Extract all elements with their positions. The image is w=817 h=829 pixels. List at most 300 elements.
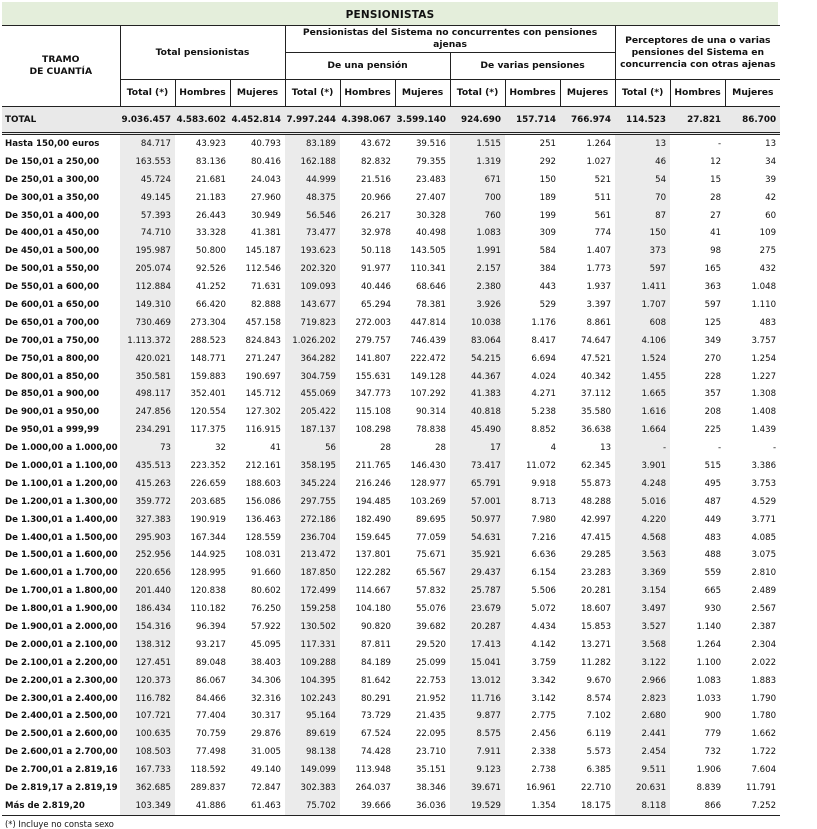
table-cell: 15 <box>710 174 722 185</box>
total-cell: 114.523 <box>615 107 670 134</box>
total-cell: 4.452.814 <box>230 107 285 134</box>
table-title: PENSIONISTAS <box>2 2 778 25</box>
table-cell: 23.283 <box>580 568 612 579</box>
table-cell: 136.463 <box>245 514 282 525</box>
table-cell: 349 <box>704 335 722 346</box>
table-cell: 60 <box>765 210 777 221</box>
table-cell: 488 <box>704 550 722 561</box>
row-label: De 1.900,01 a 2.000,00 <box>5 621 118 632</box>
table-cell: 3.753 <box>751 478 777 489</box>
table-cell: 203.685 <box>190 496 226 507</box>
table-cell: 4.271 <box>531 389 557 400</box>
column-header-hombres: Hombres <box>505 80 560 107</box>
column-header-total: Total (*) <box>120 80 175 107</box>
table-cell: 3.075 <box>751 550 777 561</box>
table-row <box>2 171 780 189</box>
table-cell: 103.269 <box>410 496 447 507</box>
table-cell: 79.355 <box>415 156 447 167</box>
table-cell: 25.099 <box>415 657 447 668</box>
table-cell: 32.316 <box>250 693 282 704</box>
table-cell: 252.956 <box>120 546 175 564</box>
table-cell: 26.443 <box>195 210 226 221</box>
table-cell: 34 <box>765 156 777 167</box>
table-cell: 4.434 <box>531 621 557 632</box>
table-cell: 1.773 <box>586 264 612 275</box>
table-cell: 2.810 <box>751 568 777 579</box>
table-row <box>2 475 780 493</box>
table-cell: 213.472 <box>285 546 340 564</box>
table-cell: 195.987 <box>120 242 175 260</box>
table-cell: 900 <box>704 711 722 722</box>
table-cell: 144.925 <box>190 550 226 561</box>
table-row <box>2 153 780 171</box>
table-cell: 270 <box>704 353 722 364</box>
table-cell: 1.264 <box>586 138 612 149</box>
table-cell: 72.847 <box>250 783 282 793</box>
table-cell: 21.435 <box>415 711 447 722</box>
table-cell: 43.923 <box>195 138 226 149</box>
table-cell: 100.635 <box>120 725 175 743</box>
table-cell: 228 <box>704 371 722 382</box>
table-cell: 8.852 <box>531 425 557 436</box>
table-cell: 1.411 <box>615 278 670 296</box>
table-cell: 41.886 <box>175 797 230 815</box>
table-cell: 8.417 <box>531 335 557 346</box>
tramo-header-line1: TRAMO <box>42 54 80 65</box>
table-cell: 3.527 <box>615 618 670 636</box>
table-cell: 84.717 <box>120 134 175 153</box>
table-cell: 127.302 <box>245 407 282 418</box>
table-cell: 28 <box>435 443 447 454</box>
column-header-mujeres: Mujeres <box>395 80 450 107</box>
table-cell: 3.771 <box>751 514 777 525</box>
table-cell: 92.526 <box>195 264 226 275</box>
table-cell: 159.883 <box>190 371 226 382</box>
table-cell: 1.176 <box>531 317 557 328</box>
table-cell: 4.024 <box>531 371 557 382</box>
table-row <box>2 350 780 368</box>
table-cell: 21.516 <box>360 174 392 185</box>
table-cell: 22.710 <box>580 783 612 793</box>
table-cell: 28 <box>710 192 722 203</box>
table-cell: 2.567 <box>751 604 777 615</box>
table-cell: 118.592 <box>190 765 226 776</box>
table-cell: 746.439 <box>410 335 447 346</box>
table-cell: 84.466 <box>195 693 226 704</box>
table-cell: 89.048 <box>195 657 226 668</box>
table-row <box>2 314 780 332</box>
table-cell: 511 <box>594 192 612 203</box>
table-cell: 1.790 <box>751 693 777 704</box>
table-cell: 719.823 <box>285 314 340 332</box>
table-cell: 112.546 <box>245 264 282 275</box>
table-cell: 104.395 <box>285 672 340 690</box>
table-cell: 515 <box>704 460 722 471</box>
table-cell: 47.521 <box>580 353 612 364</box>
table-cell: 13.271 <box>580 639 612 650</box>
table-cell: 20.287 <box>450 618 505 636</box>
table-cell: 3.759 <box>531 657 557 668</box>
subgroup-una-pension: De una pensión <box>285 53 450 80</box>
table-cell: 327.383 <box>120 511 175 529</box>
table-row <box>2 564 780 582</box>
table-cell: 55.873 <box>580 478 612 489</box>
table-cell: 172.499 <box>285 582 340 600</box>
table-row <box>2 260 780 278</box>
table-cell: 143.505 <box>410 246 447 257</box>
table-cell: - <box>772 443 777 454</box>
table-cell: 42 <box>765 192 777 203</box>
row-label: De 2.000,01 a 2.100,00 <box>5 639 118 650</box>
table-cell: 584 <box>539 246 557 257</box>
table-cell: 4.085 <box>751 532 777 543</box>
row-label: De 2.700,01 a 2.819,16 <box>5 765 118 776</box>
table-cell: 521 <box>594 174 612 185</box>
table-cell: 156.086 <box>245 496 282 507</box>
table-cell: 110.182 <box>190 604 226 615</box>
table-cell: 17.413 <box>450 636 505 654</box>
table-cell: 297.755 <box>285 493 340 511</box>
row-label: Más de 2.819,20 <box>2 797 120 815</box>
table-cell: 5.573 <box>586 747 612 758</box>
table-cell: 70.759 <box>195 729 226 740</box>
table-cell: 1.264 <box>696 639 722 650</box>
table-row <box>2 332 780 350</box>
table-cell: 56.546 <box>285 207 340 225</box>
table-row <box>2 797 780 815</box>
table-cell: 98 <box>710 246 722 257</box>
table-cell: 6.119 <box>586 729 612 740</box>
table-cell: 115.108 <box>355 407 392 418</box>
table-cell: 159.258 <box>285 600 340 618</box>
table-cell: 41 <box>270 443 282 454</box>
table-cell: 730.469 <box>120 314 175 332</box>
table-cell: 2.157 <box>450 260 505 278</box>
table-cell: 9.918 <box>531 478 557 489</box>
table-cell: 824.843 <box>245 335 282 346</box>
table-cell: 225 <box>704 425 722 436</box>
table-cell: 13.012 <box>450 672 505 690</box>
row-label: De 2.200,01 a 2.300,00 <box>5 675 118 686</box>
table-cell: 304.759 <box>285 368 340 386</box>
table-cell: 1.883 <box>751 675 777 686</box>
table-cell: 1.026.202 <box>285 332 340 350</box>
table-body <box>2 107 780 816</box>
row-label: De 750,01 a 800,00 <box>5 353 100 364</box>
table-cell: 29.437 <box>450 564 505 582</box>
table-cell: 56 <box>285 439 340 457</box>
table-cell: 1.407 <box>586 246 612 257</box>
total-cell: 27.821 <box>670 107 725 134</box>
table-cell: 529 <box>539 299 557 310</box>
table-cell: 9.877 <box>450 708 505 726</box>
table-cell: 103.349 <box>120 797 175 815</box>
table-cell: 41 <box>710 228 722 239</box>
total-cell: 4.583.602 <box>175 107 230 134</box>
row-label: De 450,01 a 500,00 <box>5 246 100 257</box>
table-row <box>2 385 780 403</box>
table-cell: 32 <box>215 443 226 454</box>
table-cell: 8.713 <box>531 496 557 507</box>
row-label: De 600,01 a 650,00 <box>5 299 100 310</box>
table-row <box>2 636 780 654</box>
table-cell: 3.926 <box>450 296 505 314</box>
table-cell: 78.838 <box>415 425 447 436</box>
table-cell: 75.702 <box>285 797 340 815</box>
table-row <box>2 278 780 296</box>
table-row <box>2 743 780 761</box>
table-cell: 1.780 <box>751 711 777 722</box>
table-cell: 20.631 <box>615 779 670 797</box>
table-cell: 74.428 <box>360 747 392 758</box>
table-cell: 1.083 <box>450 224 505 242</box>
table-cell: 779 <box>704 729 722 740</box>
table-cell: 61.463 <box>230 797 285 815</box>
table-cell: 202.320 <box>285 260 340 278</box>
table-cell: 208 <box>704 407 722 418</box>
table-cell: 98.138 <box>285 743 340 761</box>
table-cell: 44.999 <box>285 171 340 189</box>
table-cell: 188.603 <box>245 478 282 489</box>
column-header-hombres: Hombres <box>670 80 725 107</box>
row-label: De 1.500,01 a 1.600,00 <box>5 550 118 561</box>
table-cell: 48.375 <box>285 189 340 207</box>
table-cell: 23.710 <box>415 747 447 758</box>
table-cell: 91.660 <box>250 568 282 579</box>
column-header-mujeres: Mujeres <box>725 80 780 107</box>
table-cell: 384 <box>539 264 557 275</box>
table-cell: 732 <box>704 747 722 758</box>
group-no-concurrentes: Pensionistas del Sistema no concurrentes con pensiones ajenas <box>285 26 615 53</box>
table-cell: 2.022 <box>751 657 777 668</box>
table-cell: 32.978 <box>360 228 392 239</box>
table-cell: 12 <box>710 156 722 167</box>
row-label: De 850,01 a 900,00 <box>5 389 100 400</box>
table-cell: 435.513 <box>120 457 175 475</box>
table-cell: 186.434 <box>120 600 175 618</box>
table-cell: 38.403 <box>250 657 282 668</box>
table-cell: 8.118 <box>615 797 670 815</box>
table-row <box>2 207 780 225</box>
table-cell: 352.401 <box>190 389 226 400</box>
table-row <box>2 296 780 314</box>
table-cell: 8.861 <box>586 317 612 328</box>
table-cell: 21.952 <box>415 693 447 704</box>
table-cell: 608 <box>615 314 670 332</box>
table-cell: 30.317 <box>250 711 282 722</box>
table-cell: 279.757 <box>355 335 392 346</box>
row-label: De 950,01 a 999,99 <box>5 425 100 436</box>
table-row <box>2 654 780 672</box>
table-row <box>2 779 780 797</box>
table-cell: 120.373 <box>120 672 175 690</box>
table-cell: 11.072 <box>525 460 557 471</box>
table-cell: 27 <box>710 210 722 221</box>
table-cell: 109.288 <box>285 654 340 672</box>
table-cell: 143.677 <box>285 296 340 314</box>
table-cell: 6.636 <box>531 550 557 561</box>
table-cell: 26.217 <box>360 210 392 221</box>
table-cell: 1.033 <box>696 693 722 704</box>
table-cell: 73 <box>120 439 175 457</box>
table-cell: 2.454 <box>615 743 670 761</box>
table-cell: 443 <box>539 282 557 293</box>
table-cell: 50.118 <box>360 246 392 257</box>
table-cell: 8.574 <box>586 693 612 704</box>
table-cell: 15.853 <box>580 621 612 632</box>
table-cell: 24.043 <box>250 174 282 185</box>
table-cell: 91.977 <box>360 264 392 275</box>
table-cell: 4.142 <box>531 639 557 650</box>
table-cell: 211.765 <box>355 460 392 471</box>
row-label: De 250,01 a 300,00 <box>5 174 100 185</box>
table-cell: 145.187 <box>245 246 282 257</box>
table-cell: 62.345 <box>580 460 612 471</box>
table-cell: 597 <box>615 260 670 278</box>
row-label: De 2.300,01 a 2.400,00 <box>5 693 118 704</box>
table-cell: 9.511 <box>615 761 670 779</box>
table-cell: 223.352 <box>190 460 226 471</box>
table-cell: 74.710 <box>120 224 175 242</box>
table-cell: - <box>717 443 722 454</box>
table-cell: 74.647 <box>580 335 612 346</box>
table-cell: 125 <box>704 317 722 328</box>
table-cell: 302.383 <box>285 779 340 797</box>
table-cell: 30.328 <box>415 210 447 221</box>
table-cell: 102.243 <box>285 690 340 708</box>
table-cell: 226.659 <box>190 478 226 489</box>
table-cell: 40.818 <box>450 403 505 421</box>
table-cell: 3.386 <box>751 460 777 471</box>
table-cell: 65.567 <box>415 568 447 579</box>
table-cell: 67.524 <box>360 729 392 740</box>
table-cell: 120.554 <box>190 407 226 418</box>
table-cell: 75.671 <box>415 550 447 561</box>
table-cell: 187.850 <box>285 564 340 582</box>
table-cell: 35.580 <box>580 407 612 418</box>
table-cell: 96.394 <box>195 621 226 632</box>
table-cell: 116.782 <box>120 690 175 708</box>
total-cell: 86.700 <box>725 107 780 134</box>
table-cell: 27.960 <box>250 192 282 203</box>
table-cell: 54.215 <box>450 350 505 368</box>
table-cell: 350.581 <box>120 368 175 386</box>
table-cell: 33.328 <box>195 228 226 239</box>
table-cell: 1.665 <box>615 385 670 403</box>
table-cell: 193.623 <box>285 242 340 260</box>
table-cell: 137.801 <box>355 550 392 561</box>
table-header <box>2 26 780 107</box>
table-cell: 21.681 <box>195 174 226 185</box>
table-cell: 145.712 <box>245 389 282 400</box>
table-cell: 128.559 <box>245 532 282 543</box>
table-cell: 10.038 <box>450 314 505 332</box>
row-label: De 1.000,01 a 1.100,00 <box>5 460 118 471</box>
table-cell: 25.787 <box>450 582 505 600</box>
table-row <box>2 493 780 511</box>
table-cell: 80.291 <box>360 693 392 704</box>
table-cell: 73.729 <box>360 711 392 722</box>
table-cell: 37.112 <box>580 389 612 400</box>
table-row <box>2 368 780 386</box>
table-cell: 77.404 <box>195 711 226 722</box>
table-cell: 86.067 <box>195 675 226 686</box>
table-cell: 2.680 <box>615 708 670 726</box>
table-cell: 665 <box>704 586 722 597</box>
pensionistas-table-container <box>2 2 778 829</box>
table-cell: 19.529 <box>450 797 505 815</box>
table-cell: 46 <box>615 153 670 171</box>
table-cell: 18.175 <box>560 797 615 815</box>
table-cell: 415.263 <box>120 475 175 493</box>
table-cell: 80.602 <box>250 586 282 597</box>
table-cell: 141.807 <box>355 353 392 364</box>
table-cell: 29.285 <box>580 550 612 561</box>
table-cell: 273.304 <box>190 317 226 328</box>
table-cell: 13 <box>600 443 612 454</box>
row-label: De 2.600,01 a 2.700,00 <box>5 747 118 758</box>
column-header-mujeres: Mujeres <box>230 80 285 107</box>
table-cell: 48.288 <box>580 496 612 507</box>
table-cell: 7.252 <box>725 797 780 815</box>
table-cell: 357 <box>704 389 722 400</box>
table-cell: 34.306 <box>250 675 282 686</box>
group-total-pensionistas: Total pensionistas <box>120 26 285 80</box>
table-cell: 4 <box>550 443 557 454</box>
table-cell: 107.292 <box>410 389 447 400</box>
table-cell: 2.823 <box>615 690 670 708</box>
table-cell: 163.553 <box>120 153 175 171</box>
table-cell: 38.346 <box>415 783 447 793</box>
total-cell: 157.714 <box>505 107 560 134</box>
table-cell: 205.074 <box>120 260 175 278</box>
row-label: De 700,01 a 750,00 <box>5 335 100 346</box>
table-cell: 89.695 <box>415 514 447 525</box>
row-label: De 800,01 a 850,00 <box>5 371 100 382</box>
total-cell: 3.599.140 <box>395 107 450 134</box>
table-cell: 247.856 <box>120 403 175 421</box>
table-cell: 44.367 <box>450 368 505 386</box>
table-cell: 1.100 <box>696 657 722 668</box>
table-cell: 1.227 <box>751 371 777 382</box>
table-cell: 83.064 <box>450 332 505 350</box>
column-header-hombres: Hombres <box>175 80 230 107</box>
table-cell: 272.003 <box>355 317 392 328</box>
table-cell: 5.072 <box>531 604 557 615</box>
table-cell: 150 <box>615 224 670 242</box>
table-row <box>2 761 780 779</box>
row-label: De 400,01 a 450,00 <box>5 228 100 239</box>
table-cell: 122.282 <box>355 568 392 579</box>
table-cell: 295.903 <box>120 529 175 547</box>
table-cell: 3.497 <box>615 600 670 618</box>
table-cell: 1.110 <box>751 299 777 310</box>
table-cell: 1.354 <box>505 797 560 815</box>
table-cell: 194.485 <box>355 496 392 507</box>
table-cell: 264.037 <box>355 783 392 793</box>
table-cell: 28 <box>380 443 392 454</box>
table-cell: 41.383 <box>450 385 505 403</box>
table-cell: 108.298 <box>355 425 392 436</box>
table-cell: 362.685 <box>120 779 175 797</box>
row-label: De 500,01 a 550,00 <box>5 264 100 275</box>
row-label: De 1.300,01 a 1.400,00 <box>5 514 118 525</box>
table-cell: 272.186 <box>285 511 340 529</box>
table-cell: 57.832 <box>415 586 447 597</box>
table-cell: 22.753 <box>415 675 447 686</box>
table-cell: 50.977 <box>450 511 505 529</box>
table-cell: 95.164 <box>285 708 340 726</box>
